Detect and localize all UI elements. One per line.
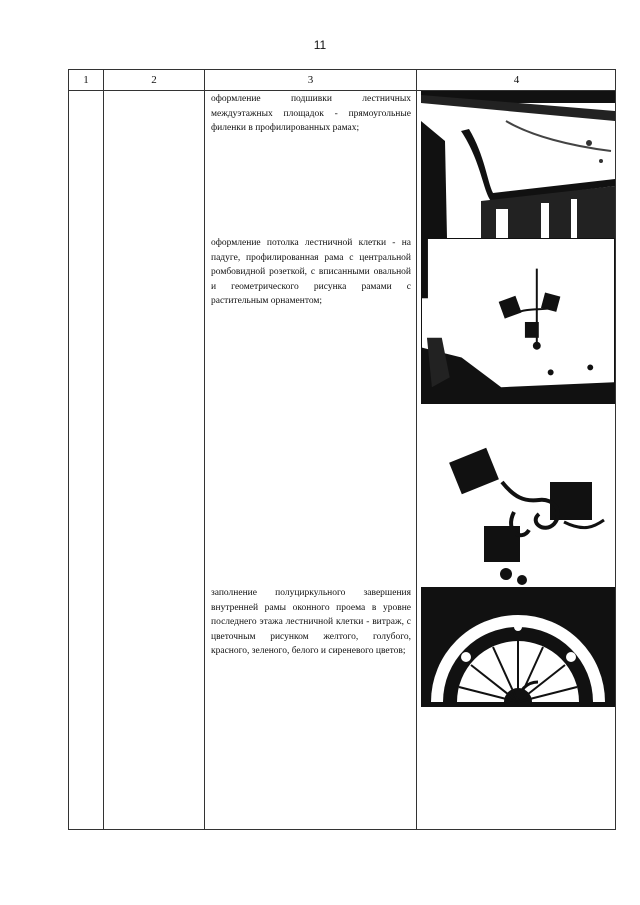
lamp-ceiling-photo [421,238,615,404]
description-table [68,69,616,830]
header-col-4: 4 [513,74,520,86]
header-col-2: 2 [151,74,157,86]
lamp-closeup-photo [444,442,612,590]
ceiling-photo [421,91,615,238]
description-soffit: оформление подшивки лестничных междуэтажных площадок - прямоугольные филенки в профилированных рамах; [211,94,411,133]
stained-glass-photo [421,587,615,707]
description-stained-glass: заполнение полуциркульного завершения внутренней рамы оконного проема в уровне последнего этажа лестничной клетки - витраж, с цветочным рисунком желтого, голубого, красного, зеленого, белого и сиреневого цветов; [211,588,411,656]
header-col-3: 3 [307,74,314,86]
page-number: 11 [313,38,327,52]
description-ceiling: оформление потолка лестничной клетки - на падуге, профилированная рама с центральной ромбовидной розеткой, с вписанными овальной и геометрического рисунка рамами с растительным орнаментом; [211,238,411,306]
header-col-1: 1 [83,74,89,86]
